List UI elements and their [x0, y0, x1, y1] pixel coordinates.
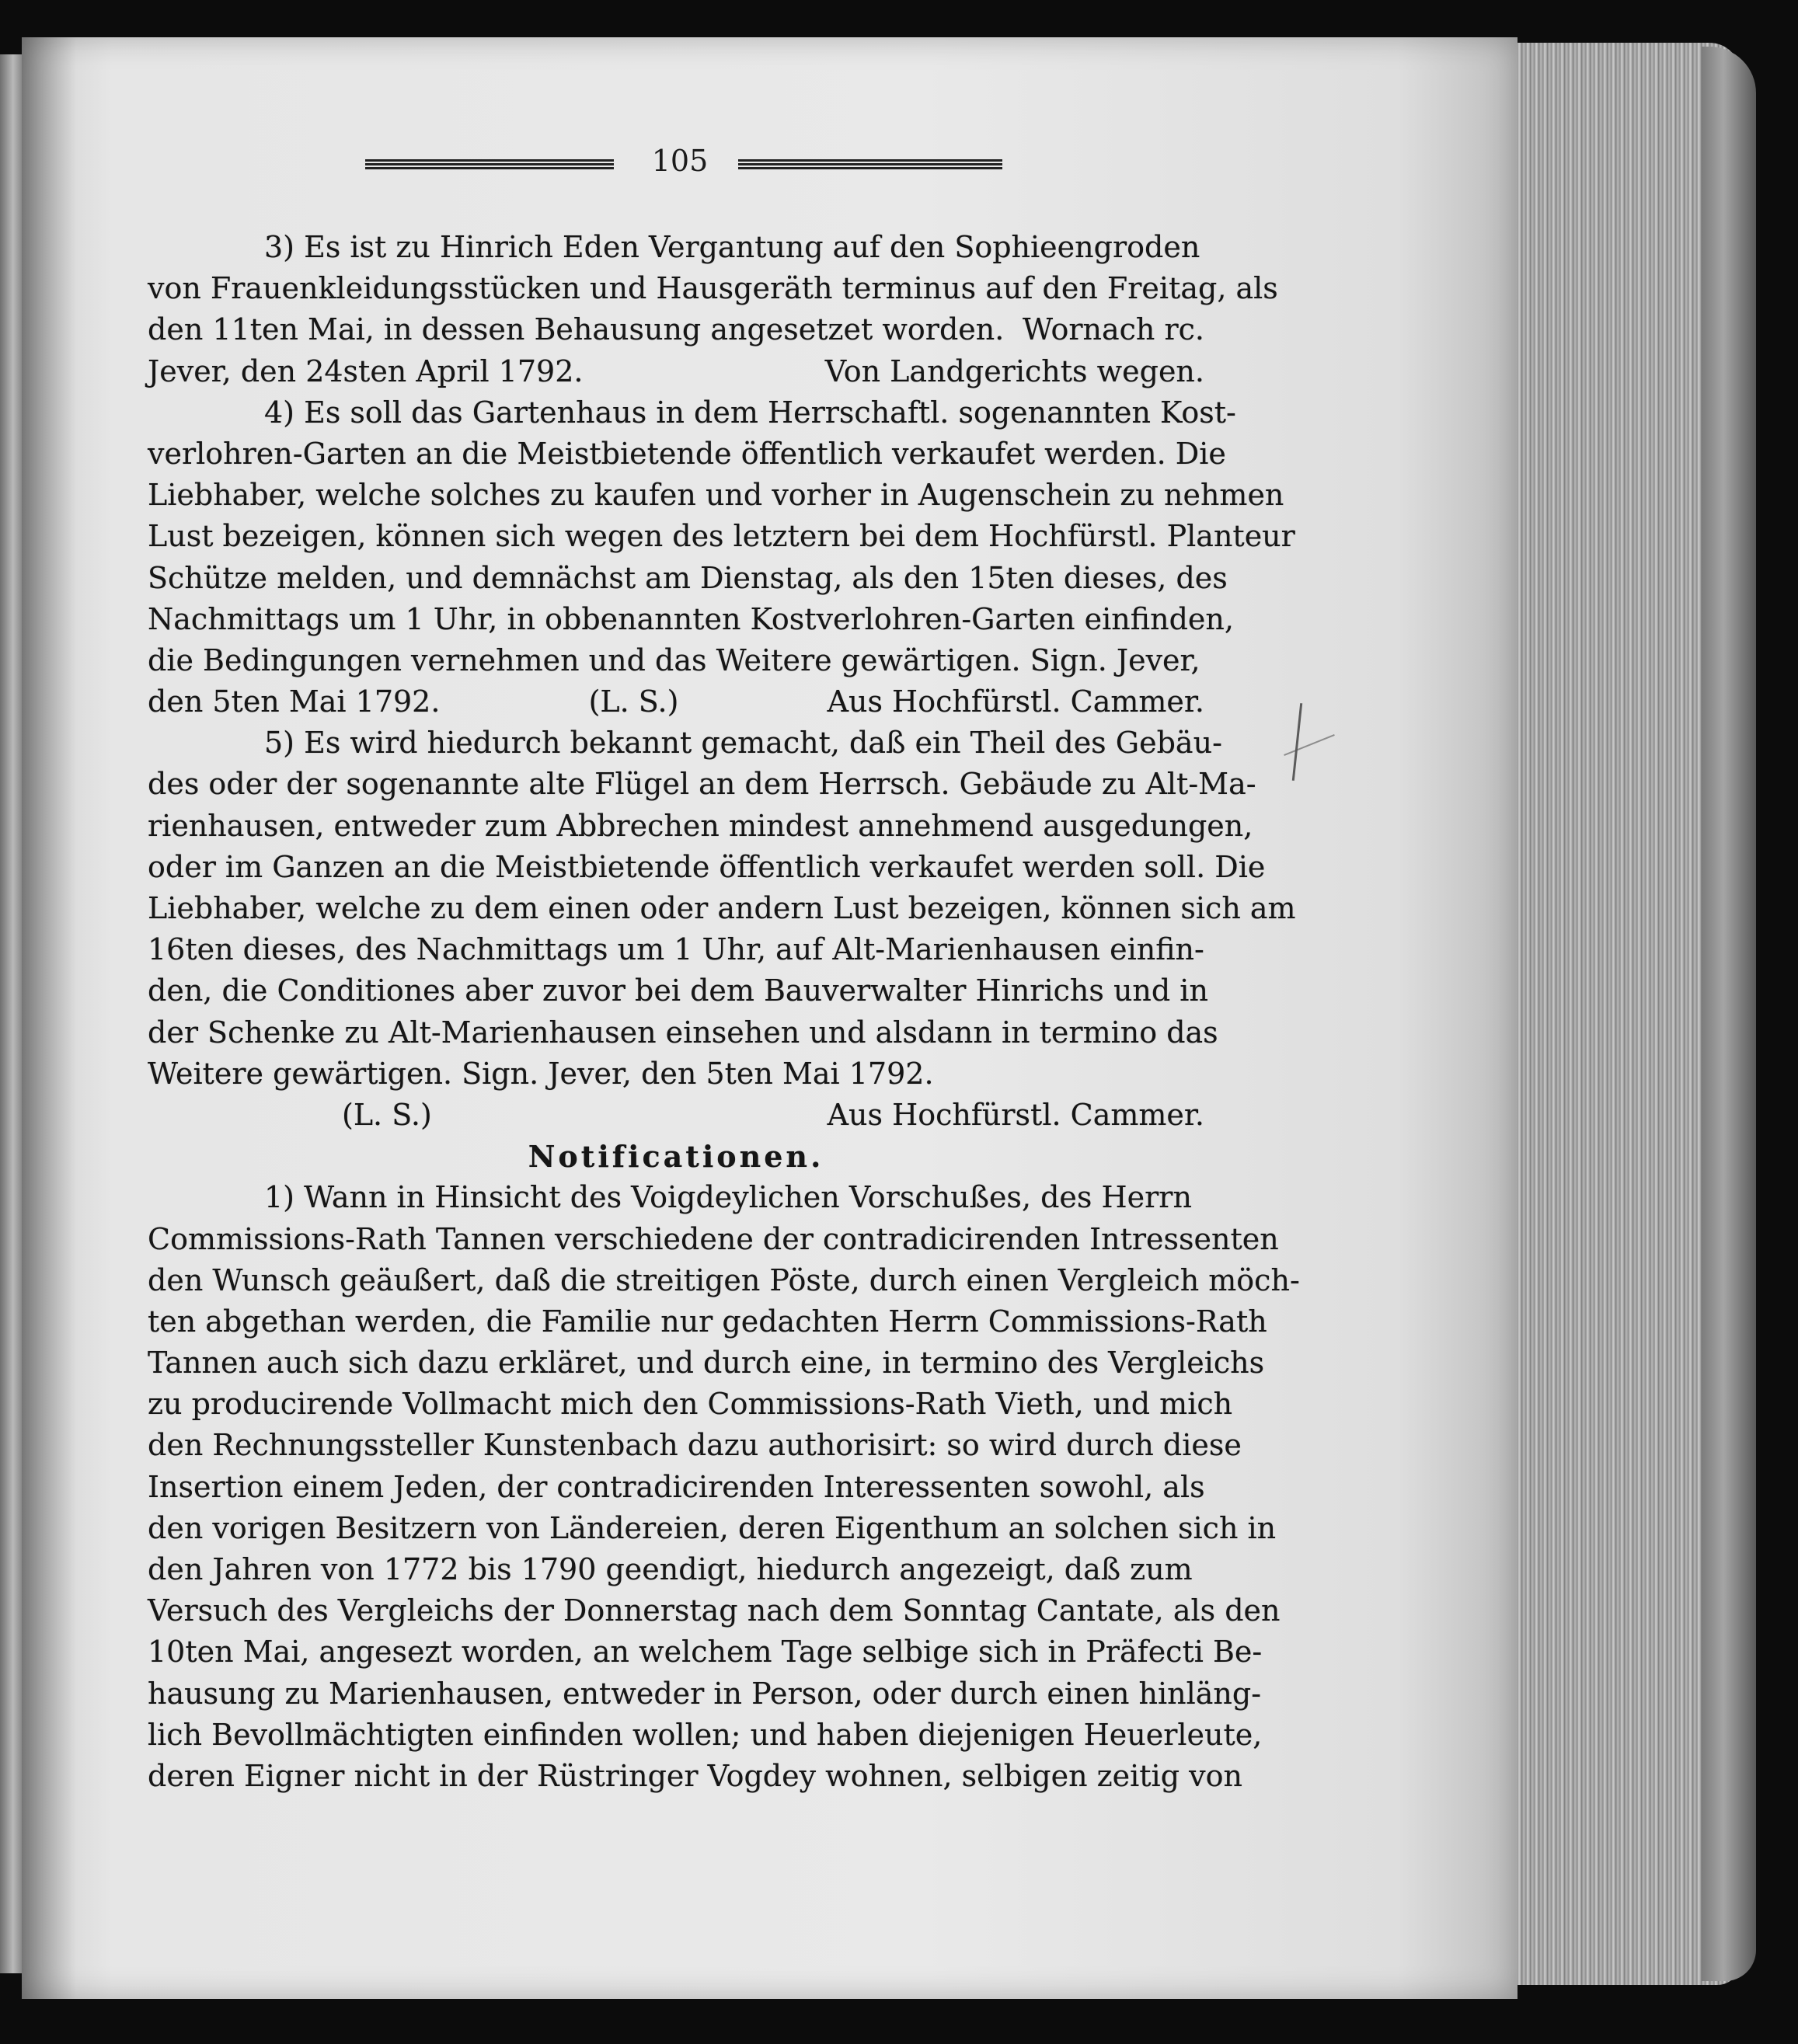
text-line-segment: den, die Conditiones aber zuvor bei dem Bauverwalter Hinrichs und in — [148, 973, 1208, 1008]
text-line-segment: 3) Es ist zu Hinrich Eden Vergantung auf den Sophieengroden — [264, 230, 1200, 264]
text-line-segment: des oder der sogenannte alte Flügel an dem Herrsch. Gebäude zu Alt-Ma- — [148, 767, 1256, 802]
text-line-segment: Versuch des Vergleichs der Donnerstag nach dem Sonntag Cantate, als den — [148, 1593, 1281, 1628]
previous-page-edge — [0, 54, 22, 1973]
binding-shadow — [22, 37, 76, 1999]
text-line — [148, 475, 1284, 516]
text-line — [148, 1425, 1242, 1466]
text-line-segment: Schütze melden, und demnächst am Dienstag, als den 15ten dieses, des — [148, 560, 1228, 595]
text-line-segment: zu producirende Vollmacht mich den Commissions-Rath Vieth, und mich — [148, 1387, 1233, 1422]
text-line-segment: lich Bevollmächtigten einfinden wollen; und haben diejenigen Heuerleute, — [148, 1717, 1263, 1752]
text-line-segment: den Jahren von 1772 bis 1790 geendigt, hiedurch angezeigt, daß zum — [148, 1552, 1193, 1586]
text-line — [148, 392, 1236, 434]
text-line — [148, 1508, 1277, 1549]
header-rule-left — [365, 159, 614, 170]
text-line — [148, 1756, 1242, 1797]
page-text — [148, 227, 1300, 1797]
text-line — [148, 929, 1204, 970]
text-line-segment: Commissions-Rath Tannen verschiedene der contradicirenden Intressenten — [148, 1221, 1279, 1256]
text-line-segment: Liebhaber, welche solches zu kaufen und vorher in Augenschein zu nehmen — [148, 478, 1284, 513]
text-line — [148, 681, 1204, 723]
text-line-segment: den Rechnungssteller Kunstenbach dazu authorisirt: so wird durch diese — [148, 1428, 1242, 1463]
text-line-segment: Aus Hochfürstl. Cammer. — [827, 684, 1204, 719]
text-line-segment: Notificationen. — [528, 1139, 824, 1175]
text-line-segment: Aus Hochfürstl. Cammer. — [827, 1097, 1204, 1132]
text-line — [148, 1631, 1263, 1673]
text-line-segment: von Frauenkleidungsstücken und Hausgeräth terminus auf den Freitag, als — [148, 271, 1278, 306]
text-line — [148, 516, 1295, 557]
text-line — [148, 1384, 1233, 1425]
text-line — [148, 1219, 1279, 1260]
text-line — [148, 1673, 1262, 1715]
text-line-segment: 4) Es soll das Gartenhaus in dem Herrschaftl. sogenannten Kost- — [264, 395, 1236, 430]
text-line-segment: den Wunsch geäußert, daß die streitigen Pöste, durch einen Vergleich möch- — [148, 1262, 1300, 1297]
text-line — [148, 1053, 1204, 1095]
text-line-segment: Wornach rc. — [1022, 312, 1204, 347]
text-line-segment: 1) Wann in Hinsicht des Voigdeylichen Vorschußes, des Herrn — [264, 1180, 1192, 1215]
text-line — [148, 640, 1204, 681]
text-line-segment: Nachmittags um 1 Uhr, in obbenannten Kostverlohren-Garten einfinden, — [148, 601, 1234, 636]
text-line-segment: den 5ten Mai 1792. — [148, 684, 441, 719]
text-line — [148, 1301, 1267, 1342]
text-line — [148, 1177, 1204, 1218]
text-line — [148, 806, 1253, 847]
text-line-segment: Lust bezeigen, können sich wegen des letztern bei dem Hochfürstl. Planteur — [148, 519, 1295, 554]
text-line — [148, 1136, 1204, 1177]
text-line — [148, 1467, 1204, 1508]
page-header — [365, 144, 1002, 183]
text-line — [148, 847, 1266, 888]
text-line-segment: (L. S.) — [342, 1097, 432, 1132]
text-line-segment: Insertion einem Jeden, der contradicirenden Interessenten sowohl, als — [148, 1469, 1205, 1504]
book-cover-edge — [1702, 47, 1756, 1981]
text-line-segment: den vorigen Besitzern von Ländereien, deren Eigenthum an solchen sich in — [148, 1510, 1277, 1545]
text-line — [148, 1260, 1300, 1301]
text-line-segment: Liebhaber, welche zu dem einen oder andern Lust bezeigen, können sich am — [148, 891, 1296, 925]
text-line-segment: der Schenke zu Alt-Marienhausen einsehen und alsdann in termino das — [148, 1015, 1218, 1050]
text-line — [148, 1549, 1204, 1590]
text-line-segment: ten abgethan werden, die Familie nur gedachten Herrn Commissions-Rath — [148, 1304, 1267, 1339]
text-line — [148, 599, 1234, 640]
text-line — [148, 970, 1208, 1012]
text-line-segment: Weitere gewärtigen. Sign. Jever, den 5ten Mai 1792. — [148, 1056, 934, 1091]
text-line-segment: oder im Ganzen an die Meistbietende öffentlich verkaufet werden soll. Die — [148, 849, 1266, 884]
text-line — [148, 888, 1296, 929]
text-line — [148, 1095, 1204, 1136]
text-line — [148, 1342, 1265, 1384]
text-line — [148, 268, 1278, 309]
text-line-segment: rienhausen, entweder zum Abbrechen mindest annehmend ausgedungen, — [148, 808, 1253, 843]
text-line-segment: 10ten Mai, angesezt worden, an welchem Tage selbige sich in Präfecti Be- — [148, 1635, 1263, 1670]
text-line — [148, 434, 1226, 475]
text-line-segment: 16ten dieses, des Nachmittags um 1 Uhr, auf Alt-Marienhausen einfin- — [148, 932, 1204, 967]
text-line-segment: deren Eigner nicht in der Rüstringer Vogdey wohnen, selbigen zeitig von — [148, 1758, 1242, 1793]
text-line-segment: hausung zu Marienhausen, entweder in Person, oder durch einen hinläng- — [148, 1676, 1262, 1711]
text-line — [148, 558, 1228, 599]
text-line — [148, 351, 1204, 392]
text-line-segment: (L. S.) — [588, 684, 679, 719]
text-line — [148, 723, 1222, 764]
text-line-segment: Jever, den 24sten April 1792. — [148, 353, 584, 388]
text-line-segment: verlohren-Garten an die Meistbietende öffentlich verkaufet werden. Die — [148, 436, 1226, 471]
text-line — [148, 1012, 1218, 1053]
text-line — [148, 1715, 1263, 1756]
text-line-segment: Von Landgerichts wegen. — [824, 353, 1204, 388]
text-line-segment: 5) Es wird hiedurch bekannt gemacht, daß ein Theil des Gebäu- — [264, 726, 1222, 761]
text-line — [148, 1590, 1281, 1631]
page-number: 105 — [651, 144, 709, 178]
text-line-segment: Tannen auch sich dazu erkläret, und durch eine, in termino des Vergleichs — [148, 1346, 1265, 1381]
header-rule-right — [738, 159, 1002, 170]
text-line-segment: die Bedingungen vernehmen und das Weitere gewärtigen. Sign. Jever, — [148, 642, 1200, 677]
text-line — [148, 309, 1204, 350]
text-line — [148, 764, 1256, 805]
text-line — [148, 227, 1204, 268]
text-line-segment: den 11ten Mai, in dessen Behausung angesetzet worden. — [148, 312, 1005, 347]
